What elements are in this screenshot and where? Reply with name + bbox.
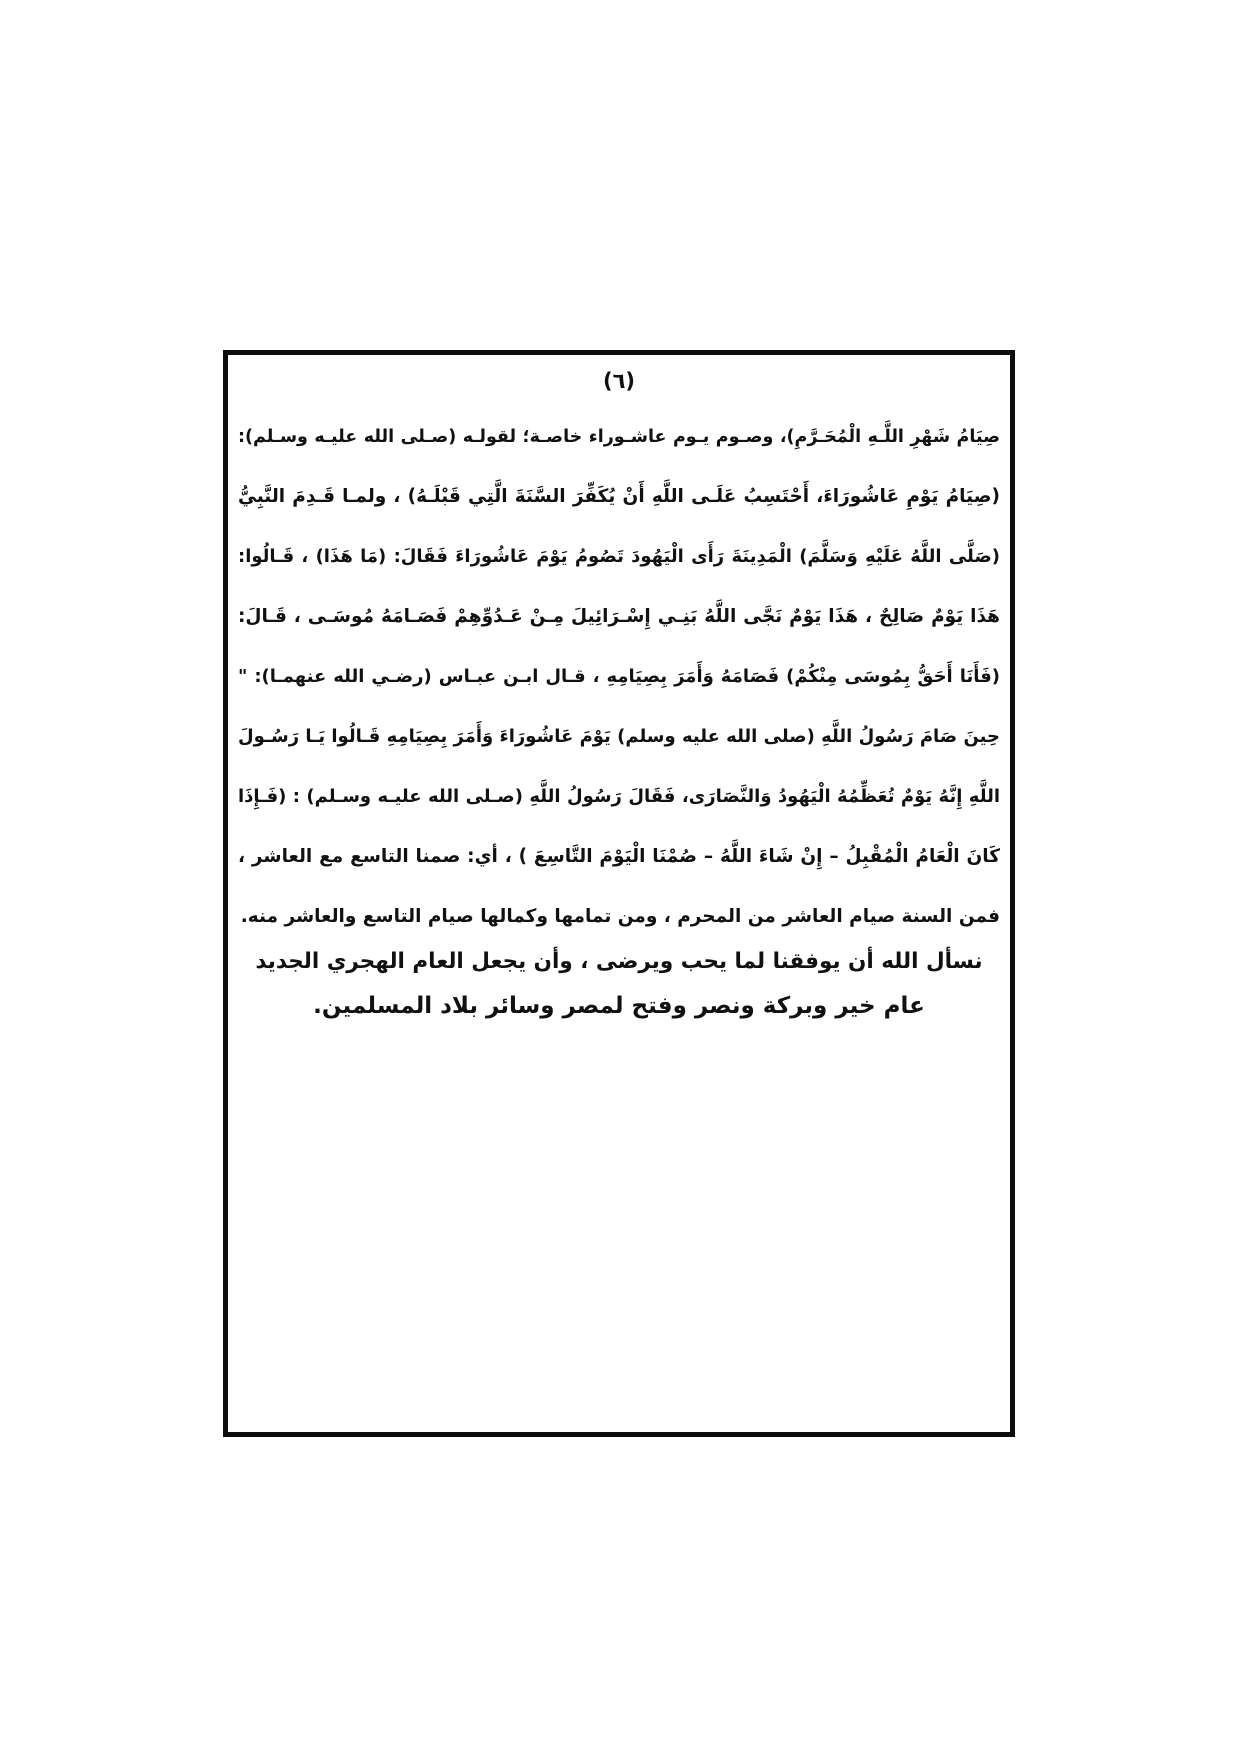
body-line: (فَأَنَا أَحَقُّ بِمُوسَى مِنْكُمْ) فَصَامَهُ وَأَمَرَ بِصِيَامِهِ ، قـال ابـن عبـاس (رضـي الله عنهمـا): " (238, 666, 1000, 687)
closing-prayer (248, 940, 990, 1028)
body-line: (صَلَّى اللَّهُ عَلَيْهِ وَسَلَّمَ) الْمَدِينَةَ رَأَى الْيَهُودَ تَصُومُ يَوْمَ عَاشُورَاءَ فَقَالَ: (مَا هَذَا) ، قَـالُوا: (238, 546, 1000, 567)
body-line: (صِيَامُ يَوْمِ عَاشُورَاءَ، أَحْتَسِبُ عَلَـى اللَّهِ أَنْ يُكَفِّرَ السَّنَةَ الَّتِي قَبْلَـهُ) ، ولمـا قَـدِمَ النَّبِيُّ (238, 486, 1000, 507)
body-line: كَانَ الْعَامُ الْمُقْبِلُ – إِنْ شَاءَ اللَّهُ – صُمْنَا الْيَوْمَ التَّاسِعَ ) ، أي: صمنا التاسع مع العاشر ، (238, 846, 1000, 867)
closing-line-2: عام خير وبركة ونصر وفتح لمصر وسائر بلاد المسلمين. (313, 993, 925, 1019)
closing-line-1: نسأل الله أن يوفقنا لما يحب ويرضى ، وأن يجعل العام الهجري الجديد (255, 949, 983, 974)
body-line: هَذَا يَوْمٌ صَالِحٌ ، هَذَا يَوْمٌ نَجَّى اللَّهُ بَنِـي إِسْـرَائِيلَ مِـنْ عَـدُوِّهِمْ فَصَـامَهُ مُوسَـى ، قَـالَ: (238, 606, 1000, 627)
body-line: فمن السنة صيام العاشر من المحرم ، ومن تمامها وكمالها صيام التاسع والعاشر منه. (240, 906, 1000, 927)
body-line: اللَّهِ إِنَّهُ يَوْمٌ تُعَظِّمُهُ الْيَهُودُ وَالنَّصَارَى، فَقَالَ رَسُولُ اللَّهِ (صـلى الله عليـه وسـلم) : (فَـإِذَا (238, 786, 1000, 807)
page-number: (٦) (602, 369, 636, 393)
body-line: حِينَ صَامَ رَسُولُ اللَّهِ (صلى الله عليه وسلم) يَوْمَ عَاشُورَاءَ وَأَمَرَ بِصِيَامِهِ قَـالُوا يَـا رَسُـولَ (238, 726, 1000, 747)
body-text (238, 407, 1000, 947)
body-line: صِيَامُ شَهْرِ اللَّـهِ الْمُحَـرَّمِ)، وصـوم يـوم عاشـوراء خاصـة؛ لقولـه (صـلى الله عليـه وسـلم): (238, 427, 1000, 447)
page-frame (223, 350, 1015, 1437)
